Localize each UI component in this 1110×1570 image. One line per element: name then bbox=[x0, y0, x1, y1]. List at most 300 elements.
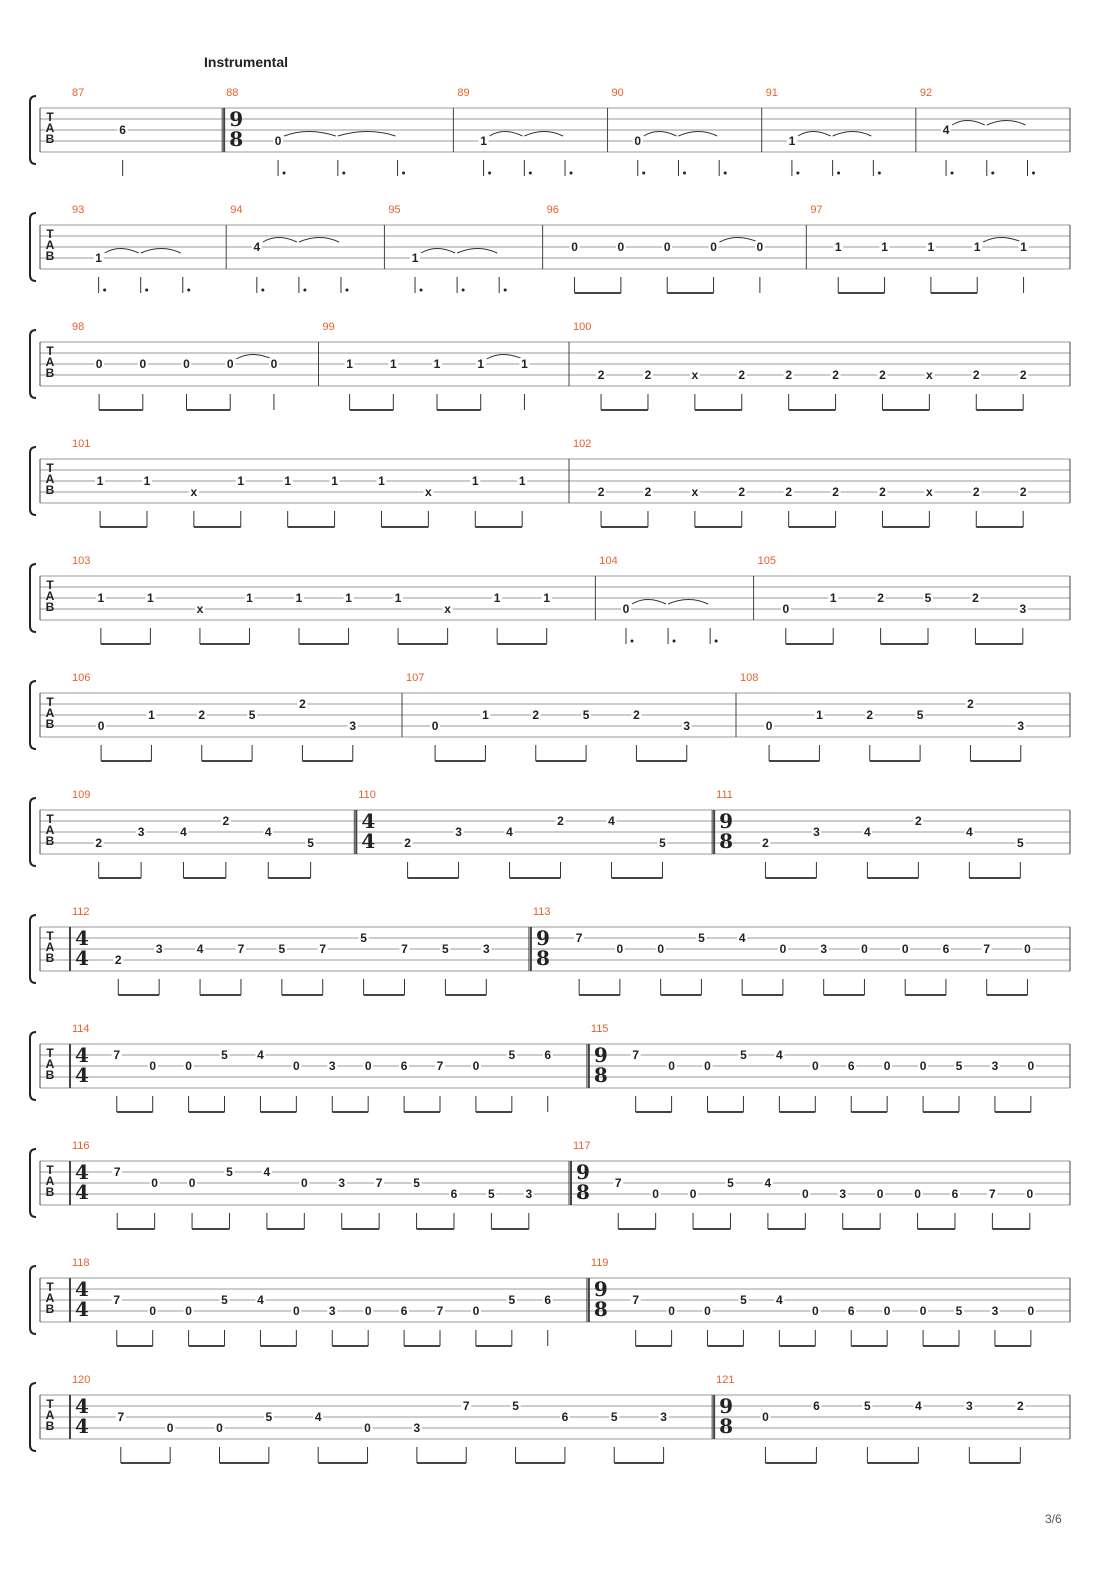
fret-number: 0 bbox=[1026, 1187, 1034, 1201]
measure-number: 111 bbox=[716, 789, 733, 801]
fret-number: 1 bbox=[433, 357, 441, 371]
fret-number: 1 bbox=[284, 474, 292, 488]
fret-number: 1 bbox=[788, 134, 796, 148]
fret-number: 1 bbox=[148, 708, 155, 722]
rhythm-dot bbox=[103, 289, 106, 292]
rhythm-dot bbox=[642, 172, 645, 175]
tab-clef-letter: A bbox=[45, 1408, 55, 1422]
fret-number: 0 bbox=[364, 1059, 372, 1073]
fret-number: 0 bbox=[216, 1421, 223, 1435]
tie-arc bbox=[952, 121, 985, 126]
fret-number: 2 bbox=[972, 485, 980, 499]
fret-number: 3 bbox=[839, 1187, 847, 1201]
fret-number: 0 bbox=[1024, 942, 1031, 956]
fret-number: 2 bbox=[404, 836, 411, 850]
fret-number: 0 bbox=[1027, 1059, 1035, 1073]
tab-clef-letter: T bbox=[46, 344, 54, 358]
fret-number: 3 bbox=[1019, 602, 1027, 616]
measure-number: 94 bbox=[230, 204, 243, 216]
measure-number: 103 bbox=[72, 555, 91, 567]
fret-number: 7 bbox=[983, 942, 991, 956]
fret-number: 0 bbox=[668, 1304, 675, 1318]
fret-number: 7 bbox=[436, 1059, 444, 1073]
tab-clef-letter: A bbox=[45, 1057, 55, 1071]
time-signature-top: 4 bbox=[75, 1043, 89, 1067]
measure-number: 110 bbox=[358, 789, 376, 801]
measure-number: 96 bbox=[546, 204, 559, 216]
time-signature-top: 9 bbox=[229, 107, 244, 131]
tab-clef-letter: B bbox=[45, 951, 55, 965]
fret-number: 4 bbox=[965, 825, 973, 839]
fret-number: 7 bbox=[462, 1399, 470, 1413]
tab-clef-letter: T bbox=[46, 929, 54, 943]
tab-clef-letter: A bbox=[45, 121, 55, 135]
measure-number: 100 bbox=[573, 321, 592, 333]
fret-number: 2 bbox=[967, 697, 974, 711]
fret-number: 0 bbox=[364, 1421, 371, 1435]
tab-clef-letter: B bbox=[45, 600, 55, 614]
rhythm-dot bbox=[630, 640, 633, 643]
fret-number: 5 bbox=[221, 1293, 228, 1307]
measure-number: 87 bbox=[72, 87, 85, 99]
time-signature-bottom: 8 bbox=[229, 127, 244, 151]
fret-number: 0 bbox=[431, 719, 439, 733]
tie-arc bbox=[632, 600, 666, 605]
fret-number: 0 bbox=[293, 1059, 300, 1073]
fret-number: 4 bbox=[608, 814, 615, 828]
fret-number: 5 bbox=[278, 942, 286, 956]
tab-clef-letter: A bbox=[45, 940, 55, 954]
fret-number: 1 bbox=[1020, 240, 1027, 254]
fret-number: 1 bbox=[389, 357, 397, 371]
fret-number: 0 bbox=[149, 1304, 157, 1318]
fret-number: 2 bbox=[785, 368, 793, 382]
system-bracket bbox=[30, 798, 36, 866]
fret-number: 2 bbox=[532, 708, 540, 722]
fret-number: x bbox=[190, 485, 198, 499]
fret-number: 5 bbox=[248, 708, 256, 722]
fret-number: 1 bbox=[493, 591, 501, 605]
tab-clef-letter: T bbox=[46, 227, 54, 241]
fret-number: 4 bbox=[942, 123, 950, 137]
fret-number: 5 bbox=[221, 1048, 228, 1062]
fret-number: 0 bbox=[919, 1059, 927, 1073]
fret-number: 4 bbox=[764, 1176, 772, 1190]
fret-number: 1 bbox=[480, 134, 487, 148]
time-signature-top: 9 bbox=[719, 1394, 734, 1418]
fret-number: 2 bbox=[1016, 1399, 1024, 1413]
fret-number: 0 bbox=[668, 1059, 675, 1073]
fret-number: 0 bbox=[811, 1059, 819, 1073]
time-signature-top: 9 bbox=[535, 926, 550, 950]
rhythm-dot bbox=[878, 172, 881, 175]
fret-number: 0 bbox=[634, 134, 642, 148]
fret-number: 0 bbox=[883, 1304, 891, 1318]
fret-number: 3 bbox=[683, 719, 691, 733]
fret-number: 1 bbox=[834, 240, 842, 254]
measure-number: 120 bbox=[72, 1374, 91, 1386]
fret-number: 1 bbox=[346, 357, 353, 371]
fret-number: 7 bbox=[113, 1293, 121, 1307]
fret-number: 0 bbox=[188, 1176, 196, 1190]
fret-number: 3 bbox=[455, 825, 462, 839]
fret-number: 2 bbox=[299, 697, 306, 711]
fret-number: 2 bbox=[785, 485, 793, 499]
fret-number: 1 bbox=[143, 474, 151, 488]
fret-number: 0 bbox=[710, 240, 717, 254]
rhythm-dot bbox=[402, 172, 405, 175]
fret-number: 0 bbox=[876, 1187, 884, 1201]
tie-arc bbox=[644, 132, 677, 137]
rhythm-dot bbox=[187, 289, 190, 292]
fret-number: 4 bbox=[864, 825, 871, 839]
fret-number: 7 bbox=[632, 1293, 640, 1307]
fret-number: 7 bbox=[117, 1410, 125, 1424]
fret-number: x bbox=[926, 485, 933, 499]
fret-number: 6 bbox=[544, 1293, 552, 1307]
tab-clef-letter: B bbox=[45, 1068, 55, 1082]
fret-number: 2 bbox=[879, 368, 886, 382]
fret-number: 5 bbox=[924, 591, 932, 605]
fret-number: 5 bbox=[740, 1293, 747, 1307]
fret-number: 1 bbox=[881, 240, 888, 254]
measure-number: 115 bbox=[590, 1023, 609, 1035]
tab-clef-letter: T bbox=[46, 1397, 54, 1411]
tie-arc bbox=[105, 249, 139, 254]
fret-number: 5 bbox=[582, 708, 590, 722]
fret-number: 0 bbox=[901, 942, 909, 956]
time-signature-bottom: 8 bbox=[535, 946, 550, 970]
fret-number: 5 bbox=[727, 1176, 734, 1190]
fret-number: 1 bbox=[543, 591, 551, 605]
fret-number: 7 bbox=[401, 942, 408, 956]
fret-number: 5 bbox=[488, 1187, 495, 1201]
measure-number: 116 bbox=[72, 1140, 90, 1152]
tie-arc bbox=[236, 355, 272, 360]
tab-clef-letter: A bbox=[45, 355, 55, 369]
fret-number: 3 bbox=[965, 1399, 973, 1413]
fret-number: 5 bbox=[955, 1304, 963, 1318]
time-signature-top: 9 bbox=[576, 1160, 590, 1184]
fret-number: 4 bbox=[738, 931, 746, 945]
tab-clef-letter: A bbox=[45, 589, 55, 603]
fret-number: 4 bbox=[180, 825, 187, 839]
measure-number: 89 bbox=[457, 87, 470, 99]
fret-number: 1 bbox=[246, 591, 253, 605]
time-signature-bottom: 4 bbox=[75, 946, 89, 970]
fret-number: 0 bbox=[166, 1421, 174, 1435]
tab-clef-letter: B bbox=[45, 366, 55, 380]
fret-number: 0 bbox=[616, 942, 624, 956]
system-bracket bbox=[30, 1266, 36, 1334]
fret-number: 0 bbox=[811, 1304, 819, 1318]
fret-number: 3 bbox=[137, 825, 145, 839]
tie-arc bbox=[421, 249, 455, 254]
fret-number: 0 bbox=[274, 134, 282, 148]
tab-clef-letter: A bbox=[45, 472, 55, 486]
fret-number: 4 bbox=[506, 825, 513, 839]
rhythm-dot bbox=[529, 172, 532, 175]
time-signature-top: 4 bbox=[75, 926, 89, 950]
system-bracket bbox=[30, 1149, 36, 1217]
tab-clef-letter: T bbox=[46, 578, 54, 592]
tie-arc bbox=[487, 355, 523, 360]
rhythm-dot bbox=[837, 172, 840, 175]
fret-number: 0 bbox=[183, 357, 190, 371]
fret-number: 5 bbox=[508, 1048, 516, 1062]
rhythm-dot bbox=[283, 172, 286, 175]
fret-number: 5 bbox=[413, 1176, 420, 1190]
fret-number: 0 bbox=[704, 1059, 711, 1073]
measure-number: 104 bbox=[599, 555, 618, 567]
measure-number: 117 bbox=[573, 1140, 591, 1152]
fret-number: 2 bbox=[832, 485, 839, 499]
measure-number: 119 bbox=[590, 1257, 609, 1269]
tab-clef-letter: T bbox=[46, 1280, 54, 1294]
fret-number: 5 bbox=[508, 1293, 516, 1307]
fret-number: 2 bbox=[633, 708, 640, 722]
fret-number: 5 bbox=[360, 931, 367, 945]
fret-number: 3 bbox=[155, 942, 163, 956]
fret-number: 2 bbox=[915, 814, 922, 828]
tie-arc bbox=[720, 238, 758, 243]
time-signature-bottom: 4 bbox=[75, 1297, 89, 1321]
time-signature-bottom: 8 bbox=[576, 1180, 590, 1204]
fret-number: 5 bbox=[442, 942, 449, 956]
fret-number: 0 bbox=[663, 240, 671, 254]
fret-number: 6 bbox=[847, 1304, 855, 1318]
rhythm-dot bbox=[342, 172, 345, 175]
fret-number: 2 bbox=[879, 485, 886, 499]
tab-clef-letter: B bbox=[45, 483, 55, 497]
tab-clef-letter: T bbox=[46, 1046, 54, 1060]
tab-clef-letter: B bbox=[45, 1185, 55, 1199]
fret-number: 3 bbox=[991, 1304, 999, 1318]
fret-number: 6 bbox=[544, 1048, 552, 1062]
tie-arc bbox=[987, 121, 1026, 126]
fret-number: 1 bbox=[97, 591, 105, 605]
measure-number: 97 bbox=[810, 204, 823, 216]
fret-number: 7 bbox=[436, 1304, 444, 1318]
fret-number: 2 bbox=[972, 591, 979, 605]
fret-number: 6 bbox=[400, 1304, 408, 1318]
fret-number: 4 bbox=[196, 942, 204, 956]
fret-number: 7 bbox=[113, 1165, 121, 1179]
fret-number: 2 bbox=[738, 368, 746, 382]
fret-number: 2 bbox=[557, 814, 564, 828]
fret-number: 6 bbox=[942, 942, 950, 956]
rhythm-dot bbox=[345, 289, 348, 292]
fret-number: 3 bbox=[991, 1059, 999, 1073]
fret-number: 0 bbox=[472, 1059, 480, 1073]
time-signature-top: 4 bbox=[75, 1394, 89, 1418]
time-signature-bottom: 8 bbox=[593, 1297, 608, 1321]
measure-number: 92 bbox=[919, 87, 933, 99]
fret-number: 0 bbox=[704, 1304, 711, 1318]
tab-clef-letter: A bbox=[45, 1291, 55, 1305]
fret-number: 5 bbox=[1016, 836, 1024, 850]
fret-number: 1 bbox=[829, 591, 837, 605]
fret-number: 4 bbox=[257, 1048, 264, 1062]
rhythm-dot bbox=[951, 172, 954, 175]
time-signature-bottom: 4 bbox=[361, 829, 376, 853]
fret-number: 1 bbox=[927, 240, 935, 254]
fret-number: 2 bbox=[597, 368, 605, 382]
fret-number: 0 bbox=[883, 1059, 891, 1073]
fret-number: 2 bbox=[597, 485, 605, 499]
fret-number: 5 bbox=[659, 836, 666, 850]
fret-number: 7 bbox=[632, 1048, 640, 1062]
rhythm-dot bbox=[796, 172, 799, 175]
fret-number: 1 bbox=[471, 474, 479, 488]
tab-clef-letter: A bbox=[45, 1174, 55, 1188]
time-signature-bottom: 8 bbox=[593, 1063, 608, 1087]
fret-number: 6 bbox=[561, 1410, 569, 1424]
fret-number: 0 bbox=[765, 719, 773, 733]
system-bracket bbox=[30, 1383, 36, 1451]
fret-number: 0 bbox=[617, 240, 625, 254]
fret-number: 1 bbox=[95, 251, 102, 265]
fret-number: 0 bbox=[782, 602, 790, 616]
fret-number: x bbox=[196, 602, 204, 616]
fret-number: 2 bbox=[222, 814, 230, 828]
measure-number: 109 bbox=[72, 789, 91, 801]
tab-clef-letter: B bbox=[45, 249, 55, 263]
fret-number: 0 bbox=[97, 719, 105, 733]
fret-number: 0 bbox=[151, 1176, 158, 1190]
fret-number: x bbox=[926, 368, 933, 382]
fret-number: 3 bbox=[1017, 719, 1025, 733]
tab-clef-letter: T bbox=[46, 812, 54, 826]
tab-clef-letter: T bbox=[46, 1163, 54, 1177]
page-number: 3/6 bbox=[1045, 1512, 1062, 1526]
fret-number: 7 bbox=[113, 1048, 121, 1062]
fret-number: 3 bbox=[349, 719, 357, 733]
fret-number: 0 bbox=[270, 357, 278, 371]
fret-number: 5 bbox=[307, 836, 314, 850]
fret-number: 4 bbox=[264, 825, 272, 839]
fret-number: 3 bbox=[482, 942, 490, 956]
tab-clef-letter: B bbox=[45, 1302, 55, 1316]
system-bracket bbox=[30, 213, 36, 281]
time-signature-top: 9 bbox=[593, 1277, 608, 1301]
fret-number: 5 bbox=[610, 1410, 618, 1424]
fret-number: 2 bbox=[1019, 368, 1027, 382]
fret-number: 1 bbox=[482, 708, 489, 722]
fret-number: 0 bbox=[300, 1176, 308, 1190]
fret-number: 6 bbox=[813, 1399, 820, 1413]
fret-number: 1 bbox=[518, 474, 526, 488]
fret-number: 2 bbox=[198, 708, 206, 722]
rhythm-dot bbox=[724, 172, 727, 175]
fret-number: 3 bbox=[525, 1187, 533, 1201]
fret-number: 2 bbox=[866, 708, 874, 722]
measure-number: 106 bbox=[72, 672, 91, 684]
fret-number: x bbox=[444, 602, 451, 616]
measure-number: 105 bbox=[757, 555, 776, 567]
fret-number: 0 bbox=[139, 357, 147, 371]
system-bracket bbox=[30, 915, 36, 983]
tab-clef-letter: B bbox=[45, 1419, 55, 1433]
time-signature-top: 9 bbox=[719, 809, 734, 833]
rhythm-dot bbox=[261, 289, 264, 292]
fret-number: 7 bbox=[319, 942, 327, 956]
fret-number: 5 bbox=[512, 1399, 519, 1413]
measure-number: 121 bbox=[716, 1374, 735, 1386]
fret-number: 0 bbox=[801, 1187, 809, 1201]
fret-number: 2 bbox=[877, 591, 884, 605]
measure-number: 108 bbox=[740, 672, 759, 684]
fret-number: 0 bbox=[657, 942, 665, 956]
system-bracket bbox=[30, 564, 36, 632]
fret-number: 1 bbox=[411, 251, 419, 265]
fret-number: 4 bbox=[257, 1293, 264, 1307]
fret-number: 6 bbox=[450, 1187, 458, 1201]
fret-number: 2 bbox=[762, 836, 769, 850]
rhythm-dot bbox=[145, 289, 148, 292]
fret-number: 6 bbox=[847, 1059, 855, 1073]
fret-number: 1 bbox=[147, 591, 154, 605]
tie-arc bbox=[457, 249, 497, 254]
fret-number: 0 bbox=[185, 1304, 192, 1318]
tie-arc bbox=[141, 249, 181, 254]
tab-clef-letter: B bbox=[45, 132, 55, 146]
tie-arc bbox=[299, 238, 339, 243]
fret-number: 2 bbox=[1019, 485, 1027, 499]
tie-arc bbox=[983, 238, 1021, 243]
system-bracket bbox=[30, 1032, 36, 1100]
fret-number: 0 bbox=[95, 357, 103, 371]
fret-number: 4 bbox=[776, 1048, 783, 1062]
fret-number: x bbox=[425, 485, 432, 499]
tie-arc bbox=[798, 132, 831, 137]
measure-number: 99 bbox=[322, 321, 335, 333]
rhythm-dot bbox=[570, 172, 573, 175]
fret-number: 4 bbox=[314, 1410, 322, 1424]
rhythm-dot bbox=[488, 172, 491, 175]
system-bracket bbox=[30, 330, 36, 398]
tie-arc bbox=[678, 132, 717, 137]
fret-number: 6 bbox=[400, 1059, 408, 1073]
tab-clef-letter: B bbox=[45, 717, 55, 731]
system-bracket bbox=[30, 447, 36, 515]
fret-number: 5 bbox=[226, 1165, 233, 1179]
fret-number: 2 bbox=[972, 368, 980, 382]
fret-number: 1 bbox=[816, 708, 823, 722]
fret-number: 0 bbox=[622, 602, 630, 616]
fret-number: 5 bbox=[955, 1059, 963, 1073]
time-signature-top: 4 bbox=[361, 809, 376, 833]
measure-number: 102 bbox=[573, 438, 592, 450]
time-signature-bottom: 4 bbox=[75, 1414, 89, 1438]
measure-number: 90 bbox=[611, 87, 624, 99]
fret-number: 1 bbox=[477, 357, 485, 371]
tab-clef-letter: T bbox=[46, 461, 54, 475]
fret-number: 3 bbox=[338, 1176, 346, 1190]
fret-number: 5 bbox=[698, 931, 705, 945]
rhythm-dot bbox=[715, 640, 718, 643]
fret-number: 0 bbox=[364, 1304, 372, 1318]
time-signature-bottom: 4 bbox=[75, 1063, 89, 1087]
fret-number: 4 bbox=[915, 1399, 922, 1413]
fret-number: 1 bbox=[345, 591, 352, 605]
tie-arc bbox=[338, 132, 396, 137]
fret-number: 0 bbox=[756, 240, 764, 254]
fret-number: 0 bbox=[689, 1187, 697, 1201]
fret-number: 1 bbox=[96, 474, 104, 488]
system-bracket bbox=[30, 681, 36, 749]
measure-number: 107 bbox=[406, 672, 425, 684]
